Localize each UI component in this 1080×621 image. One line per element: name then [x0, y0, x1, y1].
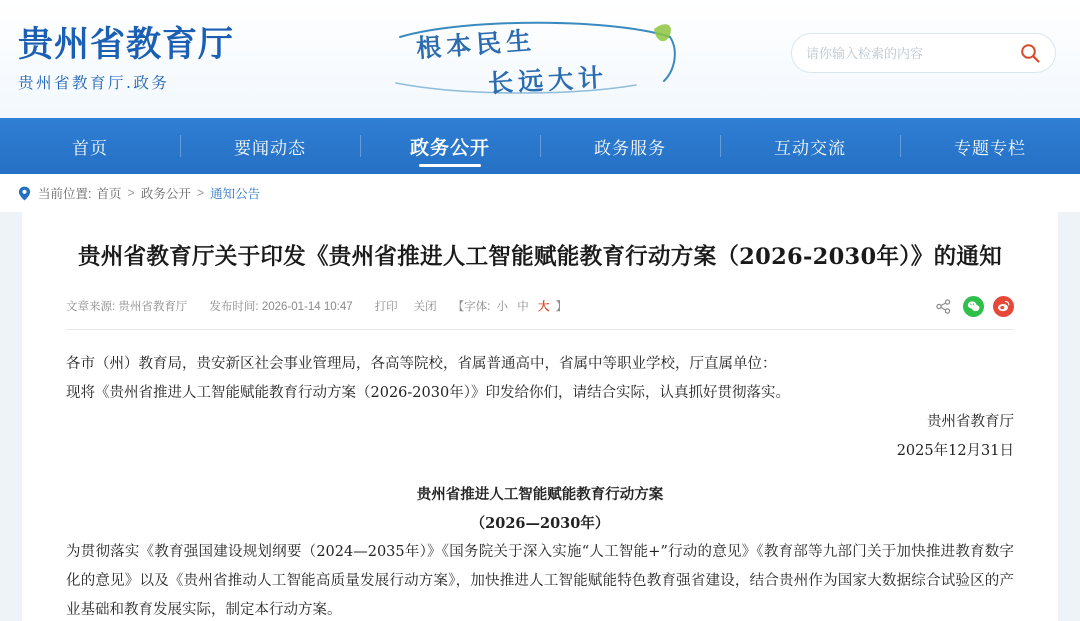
breadcrumb-separator: > — [196, 186, 205, 200]
article-signature: 贵州省教育厅 — [927, 413, 1014, 430]
site-header — [0, 0, 1080, 118]
nav-item-government-disclosure[interactable] — [360, 118, 540, 174]
article-card — [22, 212, 1058, 621]
nav-item-special-topics[interactable] — [900, 118, 1080, 174]
wechat-share-icon[interactable] — [963, 296, 984, 317]
nav-label: 互动交流 — [774, 138, 846, 158]
font-size-control — [453, 298, 568, 314]
article-publish-time — [209, 298, 352, 314]
font-label-end: 】 — [555, 301, 568, 313]
source-label: 文章来源: — [66, 301, 116, 313]
breadcrumb-link-disclosure[interactable]: 政务公开 — [140, 187, 191, 201]
breadcrumb-current[interactable]: 通知公告 — [210, 187, 261, 201]
print-button[interactable]: 打印 — [374, 301, 398, 313]
close-button[interactable]: 关闭 — [413, 301, 437, 313]
logo-sub-text: 贵州省教育厅.政务 — [18, 73, 170, 92]
source-value: 贵州省教育厅 — [118, 301, 188, 313]
time-label: 发布时间: — [209, 301, 259, 313]
article-paragraph: 现将《贵州省推进人工智能赋能教育行动方案（2026-2030年）》印发给你们，请结合实际，认真抓好贯彻落实。 — [66, 384, 790, 401]
nav-label: 专题专栏 — [954, 138, 1026, 158]
article-paragraph: 为贯彻落实《教育强国建设规划纲要（2024—2035年）》《国务院关于深入实施“人工智能+”行动的意见》《教育部等九部门关于加快推进教育数字化的意见》以及《贵州省推动人工智能高质量发展行动方案》，加快推进人工智能赋能特色教育强省建设，结合贵州作为国家大数据综合试验区的产业基础和教育发展实际，制定本行动方案。 — [66, 543, 1014, 618]
location-pin-icon — [18, 186, 31, 201]
article-sign-date: 2025年12月31日 — [896, 442, 1014, 459]
weibo-share-icon[interactable] — [993, 296, 1014, 317]
share-group — [933, 296, 1014, 317]
logo-main-text: 贵州省教育厅 — [18, 24, 235, 66]
page-title: 贵州省教育厅关于印发《贵州省推进人工智能赋能教育行动方案（2026-2030年）》的通知 — [77, 244, 1003, 270]
slogan-banner — [378, 19, 708, 99]
article-meta — [66, 296, 1014, 329]
article-source — [66, 298, 187, 314]
share-icon[interactable] — [933, 296, 954, 317]
nav-item-news[interactable] — [180, 118, 360, 174]
article-paragraph: 各市（州）教育局，贵安新区社会事业管理局，各高等院校，省属普通高中，省属中等职业学校，厅直属单位： — [66, 355, 777, 372]
font-size-large[interactable]: 大 — [537, 301, 550, 313]
search-icon[interactable] — [1019, 42, 1041, 64]
breadcrumb-link-home[interactable]: 首页 — [96, 187, 122, 201]
article-body — [66, 330, 1014, 621]
search-input[interactable] — [806, 46, 1019, 61]
nav-label: 政务服务 — [594, 138, 666, 158]
article-stage — [0, 212, 1080, 621]
nav-item-government-services[interactable] — [540, 118, 720, 174]
font-size-small[interactable]: 小 — [496, 301, 509, 313]
document-title: 贵州省推进人工智能赋能教育行动方案 — [416, 485, 664, 503]
document-subtitle: （2026—2030年） — [470, 514, 610, 532]
nav-label: 政务公开 — [409, 137, 490, 159]
slogan-line-2: 长远大计 — [487, 62, 609, 99]
main-nav — [0, 118, 1080, 174]
font-label: 【字体: — [452, 301, 491, 313]
site-logo[interactable] — [18, 25, 268, 92]
time-value: 2026-01-14 10:47 — [261, 301, 353, 313]
search-box[interactable] — [791, 33, 1056, 73]
nav-item-interaction[interactable] — [720, 118, 900, 174]
nav-item-home[interactable] — [0, 118, 180, 174]
breadcrumb-separator: > — [127, 186, 135, 200]
breadcrumb — [0, 174, 1080, 212]
font-size-medium[interactable]: 中 — [517, 301, 529, 313]
breadcrumb-prefix: 当前位置: — [38, 187, 92, 201]
nav-label: 要闻动态 — [234, 138, 306, 158]
nav-label: 首页 — [72, 138, 108, 158]
slogan-line-1: 根本民生 — [415, 25, 537, 64]
nav-active-underline — [419, 164, 481, 167]
